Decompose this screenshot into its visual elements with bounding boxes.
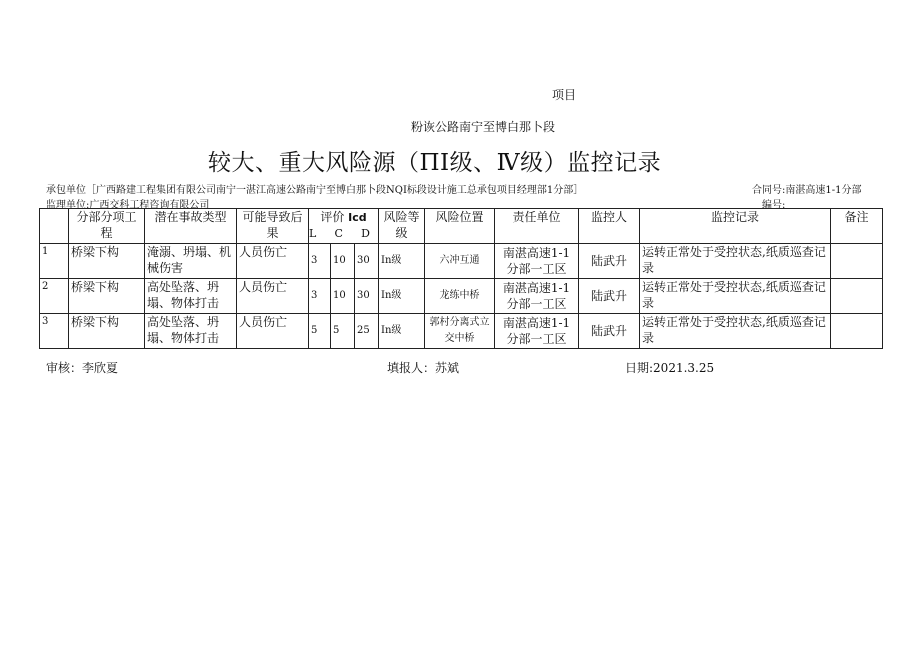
header-eval-label: 评价 bbox=[320, 210, 345, 224]
cell-consequence: 人员伤亡 bbox=[237, 279, 309, 314]
header-remark: 备注 bbox=[831, 209, 883, 244]
cell-record: 运转正常处于受控状态,纸质巡查记录 bbox=[640, 314, 831, 349]
cell-accident-type: 高处坠落、坍塌、物体打击 bbox=[145, 314, 237, 349]
header-L: L bbox=[309, 227, 317, 240]
cell-consequence: 人员伤亡 bbox=[237, 314, 309, 349]
cell-C: 10 bbox=[331, 279, 355, 314]
cell-level: In级 bbox=[379, 244, 425, 279]
supervisor-line: 监理单位:广西交科工程咨询有限公司 bbox=[46, 200, 210, 211]
cell-subproject: 桥梁下构 bbox=[69, 314, 145, 349]
cell-record: 运转正常处于受控状态,纸质巡查记录 bbox=[640, 244, 831, 279]
record-code: 编号: bbox=[762, 200, 786, 211]
header-no bbox=[40, 209, 69, 244]
cell-L: 3 bbox=[309, 279, 331, 314]
cell-subproject: 桥梁下构 bbox=[69, 279, 145, 314]
cell-accident-type: 淹溺、坍塌、机械伤害 bbox=[145, 244, 237, 279]
header-evaluation bbox=[309, 209, 379, 244]
header-D: D bbox=[361, 227, 370, 240]
cell-location: 郭村分离式立交中桥 bbox=[425, 314, 495, 349]
header-level: 风险等级 bbox=[379, 209, 425, 244]
cell-monitor: 陆武升 bbox=[579, 279, 640, 314]
cell-no: 3 bbox=[40, 314, 69, 349]
cell-consequence: 人员伤亡 bbox=[237, 244, 309, 279]
header-record: 监控记录 bbox=[640, 209, 831, 244]
contract-number: 合同号:南湛高速1-1分部 bbox=[752, 185, 862, 196]
table-row bbox=[40, 314, 883, 349]
cell-remark bbox=[831, 314, 883, 349]
header-C: C bbox=[334, 227, 343, 240]
filled-by: 填报人：苏斌 bbox=[387, 361, 460, 375]
page-title: 较大、重大风险源（ΠⅠ级、Ⅳ级）监控记录 bbox=[208, 150, 662, 176]
cell-accident-type: 高处坠落、坍塌、物体打击 bbox=[145, 279, 237, 314]
cell-unit: 南湛高速1-1分部一工区 bbox=[495, 279, 579, 314]
table-row bbox=[40, 244, 883, 279]
cell-location: 六冲互通 bbox=[425, 244, 495, 279]
contractor-line: 承包单位［广西路建工程集团有限公司南宁一湛江高速公路南宁至博白那卜段NQI标段设计施工总承包项目经理部1分部］ bbox=[46, 185, 584, 196]
cell-subproject: 桥梁下构 bbox=[69, 244, 145, 279]
cell-unit: 南湛高速1-1分部一工区 bbox=[495, 314, 579, 349]
cell-L: 5 bbox=[309, 314, 331, 349]
reviewer: 审核：李欣夏 bbox=[46, 361, 119, 375]
cell-level: In级 bbox=[379, 314, 425, 349]
header-location: 风险位置 bbox=[425, 209, 495, 244]
cell-location: 龙练中桥 bbox=[425, 279, 495, 314]
header-subproject: 分部分项工程 bbox=[69, 209, 145, 244]
cell-record: 运转正常处于受控状态,纸质巡查记录 bbox=[640, 279, 831, 314]
table-header-row bbox=[40, 209, 883, 244]
cell-level: In级 bbox=[379, 279, 425, 314]
header-eval-bold: Icd bbox=[348, 211, 367, 224]
header-unit: 责任单位 bbox=[495, 209, 579, 244]
header-monitor: 监控人 bbox=[579, 209, 640, 244]
header-consequence bbox=[237, 209, 309, 244]
cell-monitor: 陆武升 bbox=[579, 314, 640, 349]
cell-D: 30 bbox=[355, 279, 379, 314]
cell-L: 3 bbox=[309, 244, 331, 279]
cell-D: 30 bbox=[355, 244, 379, 279]
cell-D: 25 bbox=[355, 314, 379, 349]
cell-remark bbox=[831, 279, 883, 314]
table-row bbox=[40, 279, 883, 314]
cell-monitor: 陆武升 bbox=[579, 244, 640, 279]
cell-no: 1 bbox=[40, 244, 69, 279]
cell-C: 5 bbox=[331, 314, 355, 349]
header-accident-type: 潜在事故类型 bbox=[145, 209, 237, 244]
project-name: 粉诙公路南宁至博白那卜段 bbox=[411, 120, 556, 134]
cell-unit: 南湛高速1-1分部一工区 bbox=[495, 244, 579, 279]
report-date: 日期:2021.3.25 bbox=[625, 361, 715, 375]
cell-C: 10 bbox=[331, 244, 355, 279]
header-project-label: 项目 bbox=[552, 88, 577, 102]
monitoring-table bbox=[39, 208, 883, 349]
header-consequence-label: 可能导致后果 bbox=[242, 210, 303, 240]
cell-remark bbox=[831, 244, 883, 279]
cell-no: 2 bbox=[40, 279, 69, 314]
